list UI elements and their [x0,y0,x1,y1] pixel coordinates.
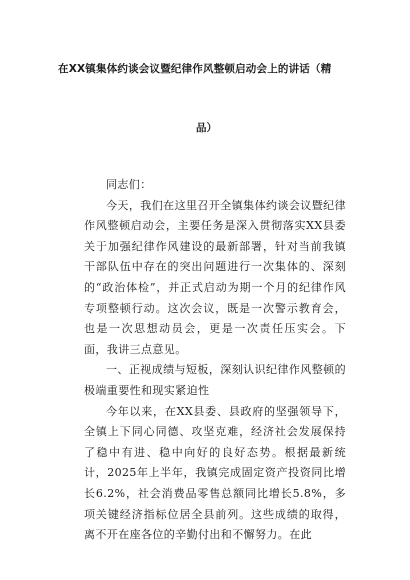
document-body [84,175,346,546]
document-title-continuation: 品） [196,122,217,134]
section-heading-one: 一、正视成绩与短板，深刻认识纪律作风整顿的极端重要性和现实紧迫性 [84,363,346,397]
paragraph-achievements: 今年以来，在XX县委、县政府的坚强领导下，全镇上下同心同德、攻坚克难，经济社会发展保持了稳中有进、稳中向好的良好态势。根据最新统计，2025年上半年，我镇完成固定资产投资同比增长6.2%，社会消费品零售总额同比增长5.8%，多项关键经济指标位居全县前列。这些成绩的取得，离不开在座各位的辛勤付出和不懈努力。在此 [84,404,346,542]
greeting: 同志们： [106,178,152,191]
paragraph-opening: 今天，我们在这里召开全镇集体约谈会议暨纪律作风整顿启动会，主要任务是深入贯彻落实XX县委关于加强纪律作风建设的最新部署，针对当前我镇干部队伍中存在的突出问题进行一次集体的、深刻的“政治体检”，并正式启动为期一个月的纪律作风专项整顿行动。这次会议，既是一次警示教育会，也是一次思想动员会，更是一次责任压实会。下面，我讲三点意见。 [84,198,346,356]
document-title: 在XX镇集体约谈会议暨纪律作风整顿启动会上的讲话（精 [58,63,332,75]
